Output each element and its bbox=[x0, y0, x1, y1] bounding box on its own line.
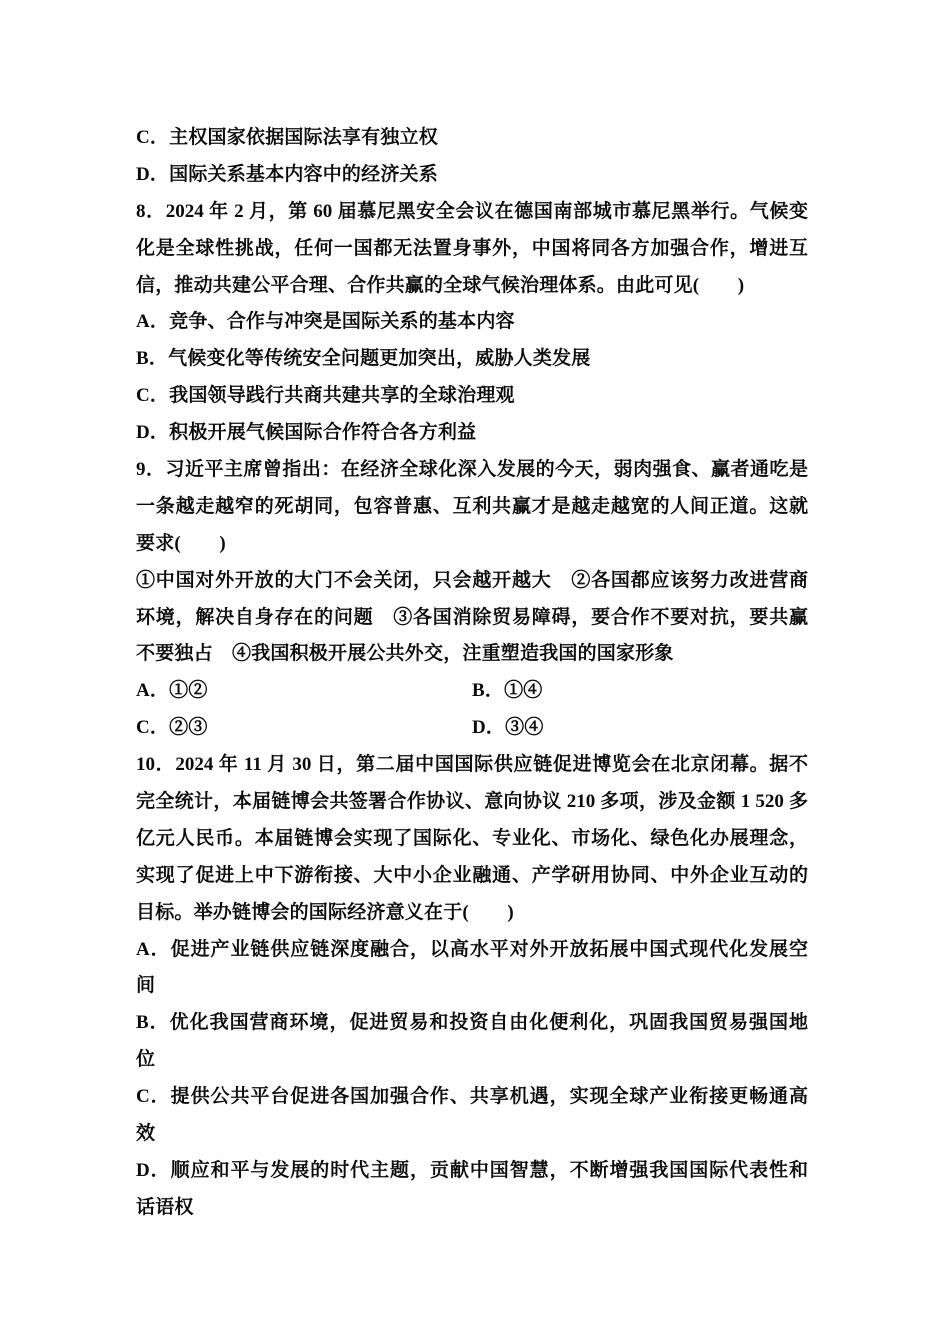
question-10-stem-line-1: 10．2024 年 11 月 30 日，第二届中国国际供应链促进博览会在北京闭幕。据不 bbox=[136, 754, 808, 776]
question-9-statements-line-1: ①中国对外开放的大门不会关闭，只会越开越大 ②各国都应该努力改进营商 bbox=[136, 569, 808, 591]
question-10-option-b-line-2: 位 bbox=[136, 1049, 156, 1071]
question-10-stem-line-3: 亿元人民币。本届链博会实现了国际化、专业化、市场化、绿色化办展理念， bbox=[136, 827, 808, 849]
question-10-option-d-line-2: 话语权 bbox=[136, 1196, 194, 1218]
question-8-stem-line-1: 8．2024 年 2 月，第 60 届慕尼黑安全会议在德国南部城市慕尼黑举行。气候变 bbox=[136, 200, 808, 222]
question-10-option-d-line-1: D．顺应和平与发展的时代主题，贡献中国智慧，不断增强我国国际代表性和 bbox=[136, 1159, 808, 1181]
question-8-option-a: A．竞争、合作与冲突是国际关系的基本内容 bbox=[136, 311, 515, 333]
question-8-option-c: C．我国领导践行共商共建共享的全球治理观 bbox=[136, 385, 515, 407]
question-9-statements-line-3: 不要独占 ④我国积极开展公共外交，注重塑造我国的国家形象 bbox=[136, 643, 674, 665]
question-10-option-c-line-1: C．提供公共平台促进各国加强合作、共享机遇，实现全球产业衔接更畅通高 bbox=[136, 1086, 808, 1108]
question-10-option-c-line-2: 效 bbox=[136, 1123, 156, 1145]
question-9-stem-line-3: 要求( ) bbox=[136, 532, 226, 554]
question-8-stem-line-3: 信，推动共建公平合理、合作共赢的全球气候治理体系。由此可见( ) bbox=[136, 274, 745, 296]
question-9-options-row-1 bbox=[136, 673, 808, 710]
question-9-option-b: B．①④ bbox=[472, 680, 543, 702]
question-9-stem-line-2: 一条越走越窄的死胡同，包容普惠、互利共赢才是越走越宽的人间正道。这就 bbox=[136, 495, 808, 517]
question-9-stem-line-1: 9．习近平主席曾指出：在经济全球化深入发展的今天，弱肉强食、赢者通吃是 bbox=[136, 459, 808, 481]
question-7-option-d: D．国际关系基本内容中的经济关系 bbox=[136, 163, 438, 185]
question-9-statements-line-2: 环境，解决自身存在的问题 ③各国消除贸易障碍，要合作不要对抗，要共赢 bbox=[136, 606, 808, 628]
question-8-stem-line-2: 化是全球性挑战，任何一国都无法置身事外，中国将同各方加强合作，增进互 bbox=[136, 237, 808, 259]
question-9-option-c: C．②③ bbox=[136, 717, 208, 739]
question-10-stem-line-4: 实现了促进上中下游衔接、大中小企业融通、产学研用协同、中外企业互动的 bbox=[136, 864, 808, 886]
question-10-option-a-line-2: 间 bbox=[136, 975, 156, 997]
question-10-stem-line-2: 完全统计，本届链博会共签署合作协议、意向协议 210 多项，涉及金额 1 520 多 bbox=[136, 791, 808, 813]
question-9-option-a: A．①② bbox=[136, 680, 208, 702]
question-9-option-d: D．③④ bbox=[472, 717, 544, 739]
question-10-stem-line-5: 目标。举办链博会的国际经济意义在于( ) bbox=[136, 901, 514, 923]
question-10-option-b-line-1: B．优化我国营商环境，促进贸易和投资自由化便利化，巩固我国贸易强国地 bbox=[136, 1012, 808, 1034]
question-10-option-a-line-1: A．促进产业链供应链深度融合，以高水平对外开放拓展中国式现代化发展空 bbox=[136, 938, 808, 960]
question-8-option-d: D．积极开展气候国际合作符合各方利益 bbox=[136, 422, 477, 444]
question-9-options-row-2 bbox=[136, 710, 808, 747]
question-8-option-b: B．气候变化等传统安全问题更加突出，威胁人类发展 bbox=[136, 348, 591, 370]
text-block bbox=[136, 120, 808, 1227]
question-7-option-c: C．主权国家依据国际法享有独立权 bbox=[136, 127, 438, 148]
